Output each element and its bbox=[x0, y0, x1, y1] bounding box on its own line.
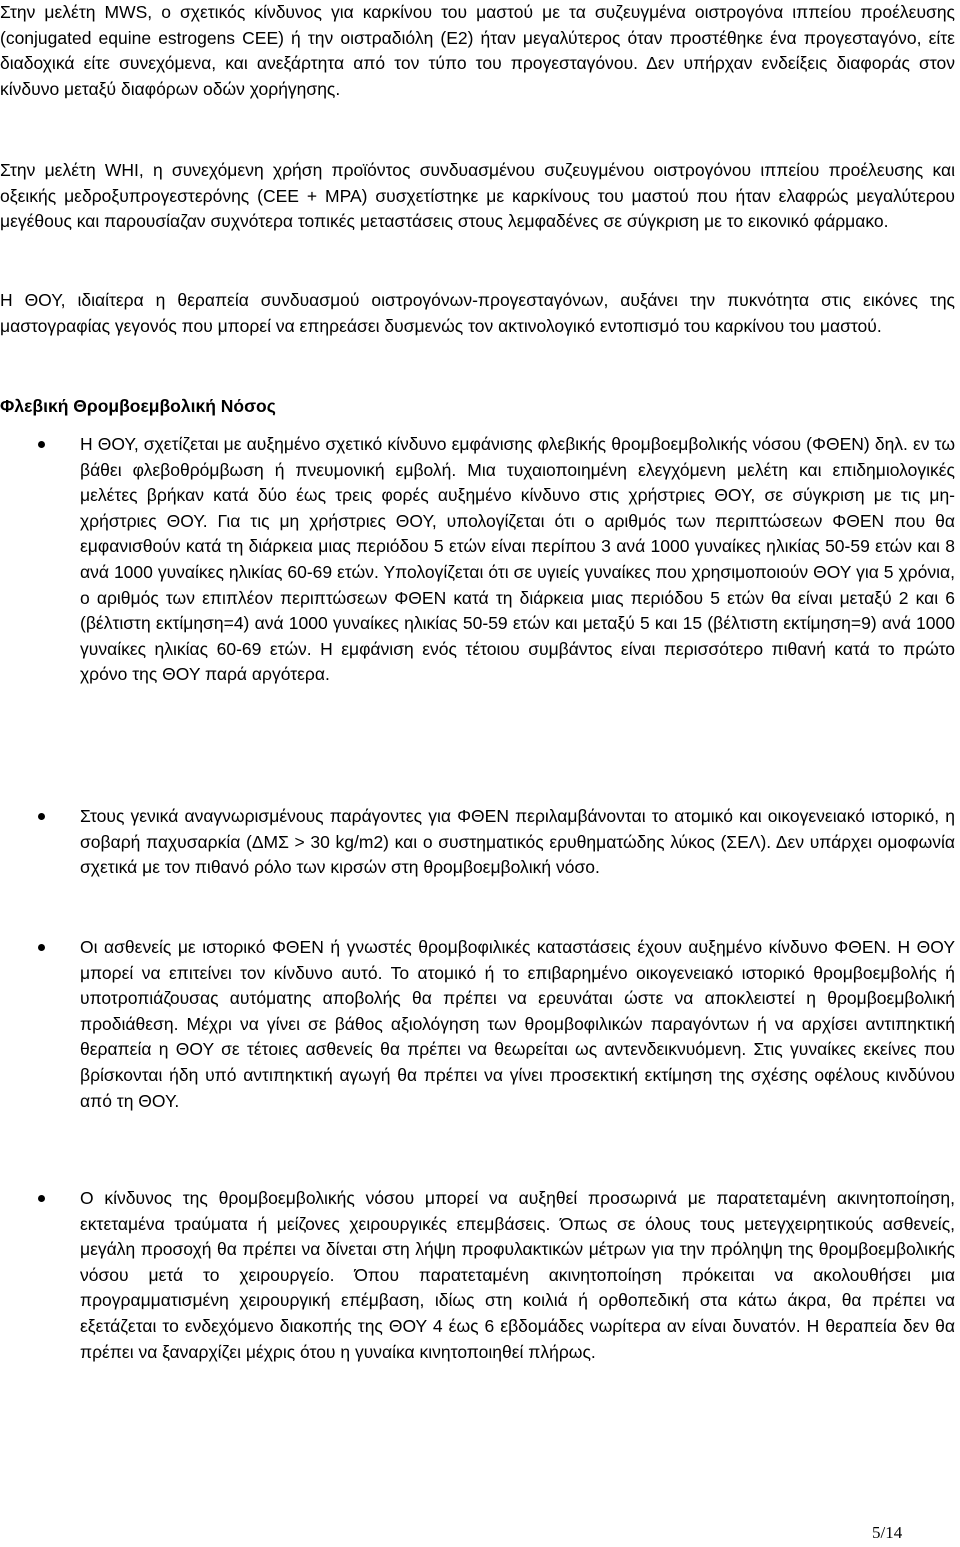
bullet-list-item bbox=[0, 432, 955, 688]
section-heading: Φλεβική Θρομβοεμβολική Νόσος bbox=[0, 396, 276, 416]
paragraph-whi-study: Στην μελέτη WHI, η συνεχόμενη χρήση προϊόντος συνδυασμένου συζευγμένου οιστρογόνου ιππείου προέλευσης και οξεικής μεδροξυπρογεστερόνης (CEE + MPA) συσχετίστηκε με καρκίνους του μαστού που ήταν ελαφρώς μεγαλύτερου μεγέθους και παρουσίαζαν συχνότερα τοπικές μεταστάσεις στους λεμφαδένες σε σύγκριση με το εικονικό φάρμακο. bbox=[0, 160, 955, 232]
bullet-dot-icon bbox=[38, 944, 45, 951]
bullet-text: Ο κίνδυνος της θρομβοεμβολικής νόσου μπορεί να αυξηθεί προσωρινά με παρατεταμένη ακινητοποίηση, εκτεταμένα τραύματα ή μείζονες χειρουργικές επεμβάσεις. Όπως σε όλους τους μετεγχειρητικούς ασθενείς, μεγάλη προσοχή θα πρέπει να δίνεται στη λήψη προφυλακτικών μέτρων για την πρόληψη της θρομβοεμβολικής νόσου μετά το χειρουργείο. Όπου παρατεταμένη ακινητοποίηση πρόκειται να ακολουθήσει μια προγραμματισμένη χειρουργική επέμβαση, ιδίως στη κοιλιά ή ορθοπεδική στα κάτω άκρα, θα πρέπει να εξετάζεται το ενδεχόμενο διακοπής της ΘΟΥ 4 έως 6 εβδομάδες νωρίτερα αν είναι δυνατόν. Η θεραπεία δεν θα πρέπει να ξαναρχίζει μέχρις ότου η γυναίκα κινητοποιηθεί πλήρως. bbox=[80, 1188, 955, 1362]
bullet-dot-icon bbox=[38, 813, 45, 820]
bullet-text: Οι ασθενείς με ιστορικό ΦΘΕΝ ή γνωστές θρομβοφιλικές καταστάσεις έχουν αυξημένο κίνδυνο ΦΘΕΝ. Η ΘΟΥ μπορεί να επιτείνει τον κίνδυνο αυτό. Το ατομικό ή το επιβαρημένο οικογενειακό ιστορικό θρομβοεμβολής ή υποτροπιάζουσας αυτόματης αποβολής θα πρέπει να ερευνάται ώστε να αποκλειστεί η θρομβοεμβολική προδιάθεση. Μέχρι να γίνει σε βάθος αξιολόγηση των θρομβοφιλικών παραγόντων ή να αρχίσει αντιπηκτική θεραπεία η ΘΟΥ σε τέτοιες ασθενείς θα πρέπει να θεωρείται ως αντενδεικνυόμενη. Στις γυναίκες εκείνες που βρίσκονται ήδη υπό αντιπηκτική αγωγή θα πρέπει να γίνει προσεκτική εκτίμηση της σχέσης οφέλους κινδύνου από τη ΘΟΥ. bbox=[80, 937, 955, 1111]
bullet-text: Στους γενικά αναγνωρισμένους παράγοντες για ΦΘΕΝ περιλαμβάνονται το ατομικό και οικογενειακό ιστορικό, η σοβαρή παχυσαρκία (ΔΜΣ > 30 kg/m2) και ο συστηματικός ερυθηματώδης λύκος (ΣΕΛ). Δεν υπάρχει ομοφωνία σχετικά με τον πιθανό ρόλο των κιρσών στη θρομβοεμβολική νόσο. bbox=[80, 806, 955, 878]
paragraph-mws-study: Στην μελέτη MWS, ο σχετικός κίνδυνος για καρκίνου του μαστού με τα συζευγμένα οιστρογόνα ιππείου προέλευσης (conjugated equine estrogens CEE) ή την οιστραδιόλη (E2) ήταν μεγαλύτερος όταν προστέθηκε ένα προγεσταγόνο, είτε διαδοχικά είτε συνεχόμενα, και ανεξάρτητα από τον τύπο του προγεσταγόνου. Δεν υπήρχαν ενδείξεις διαφοράς στον κίνδυνο μεταξύ διαφόρων οδών χορήγησης. bbox=[0, 2, 955, 99]
bullet-list-item bbox=[0, 1186, 955, 1365]
bullet-dot-icon bbox=[38, 441, 45, 448]
paragraph-mammography-density: Η ΘΟΥ, ιδιαίτερα η θεραπεία συνδυασμού οιστρογόνων-προγεσταγόνων, αυξάνει την πυκνότητα στις εικόνες της μαστογραφίας γεγονός που μπορεί να επηρεάσει δυσμενώς τον ακτινολογικό εντοπισμό του καρκίνου του μαστού. bbox=[0, 290, 955, 336]
bullet-list-item bbox=[0, 804, 955, 881]
page-number: 5/14 bbox=[872, 1523, 903, 1542]
bullet-dot-icon bbox=[38, 1195, 45, 1202]
bullet-text: Η ΘΟΥ, σχετίζεται με αυξημένο σχετικό κίνδυνο εμφάνισης φλεβικής θρομβοεμβολικής νόσου (ΦΘΕΝ) δηλ. εν τω βάθει φλεβοθρόμβωση ή πνευμονική εμβολή. Μια τυχαιοποιημένη ελεγχόμενη μελέτη και επιδημιολογικές μελέτες βρήκαν κατά δύο έως τρεις φορές αυξημένο κίνδυνο στις χρήστριες ΘΟΥ, σε σύγκριση με τις μη-χρήστριες ΘΟΥ. Για τις μη χρήστριες ΘΟΥ, υπολογίζεται ότι ο αριθμός των περιπτώσεων ΦΘΕΝ που θα εμφανισθούν κατά τη διάρκεια μιας περιόδου 5 ετών είναι περίπου 3 ανά 1000 γυναίκες ηλικίας 50-59 ετών και 8 ανά 1000 γυναίκες ηλικίας 60-69 ετών. Υπολογίζεται ότι σε υγιείς γυναίκες που χρησιμοποιούν ΘΟΥ για 5 χρόνια, ο αριθμός των επιπλέον περιπτώσεων ΦΘΕΝ κατά τη διάρκεια μιας περιόδου 5 ετών θα είναι μεταξύ 2 και 6 (βέλτιστη εκτίμηση=4) ανά 1000 γυναίκες ηλικίας 50-59 ετών και μεταξύ 5 και 15 (βέλτιστη εκτίμηση=9) ανά 1000 γυναίκες ηλικίας 60-69 ετών. Η εμφάνιση ενός τέτοιου συμβάντος είναι περισσότερο πιθανή κατά το πρώτο χρόνο της ΘΟΥ παρά αργότερα. bbox=[80, 434, 955, 685]
bullet-list-item bbox=[0, 935, 955, 1114]
